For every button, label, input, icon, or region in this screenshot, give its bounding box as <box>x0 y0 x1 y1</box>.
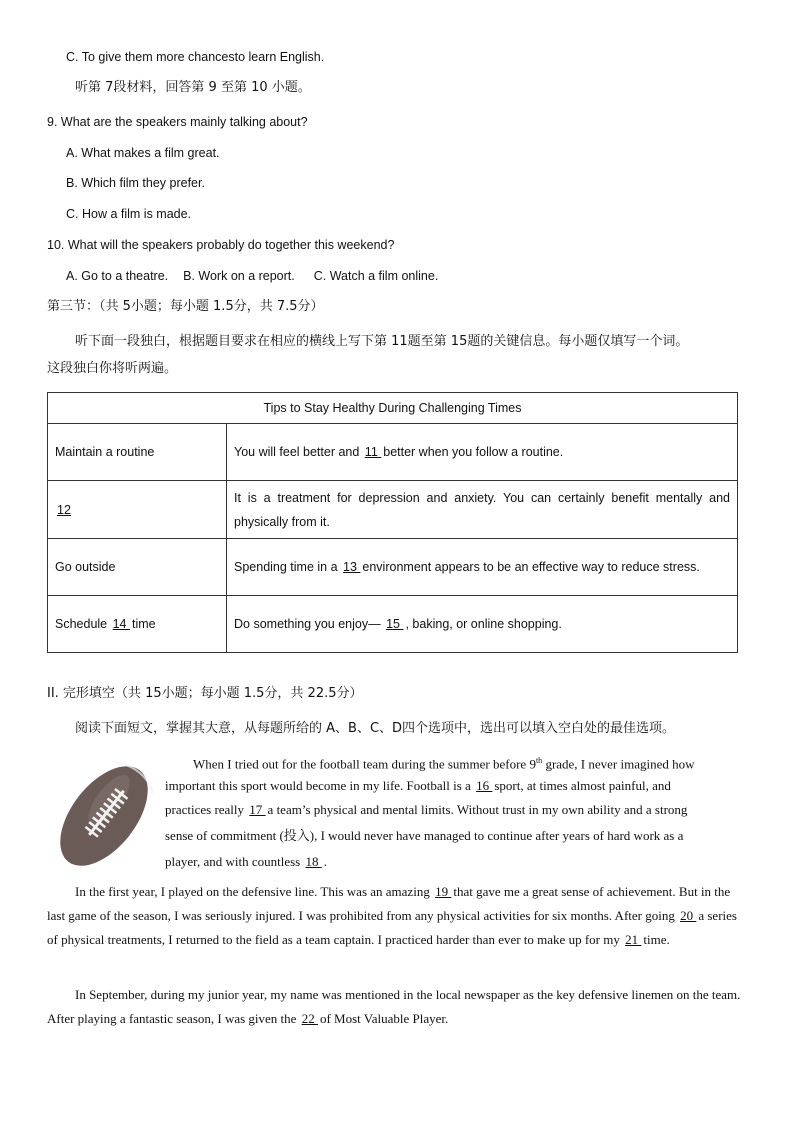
football-image <box>54 760 154 872</box>
part2-heading: II. 完形填空（共 15小题；每小题 1.5分，共 22.5分） <box>47 686 363 701</box>
q10-option-a: A. Go to a theatre. <box>66 269 169 283</box>
table-row <box>48 596 738 653</box>
table-title: Tips to Stay Healthy During Challenging Times <box>48 393 738 424</box>
blank-14[interactable]: 14 <box>112 617 130 631</box>
p1-line3: practices really 17 a team’s physical and mental limits. Without trust in my own ability and a strong <box>165 802 688 817</box>
section3-heading: 第三节：（共 5小题；每小题 1.5分，共 7.5分） <box>47 299 324 314</box>
blank-13[interactable]: 13 <box>343 560 361 574</box>
row1-left: Maintain a routine <box>48 424 227 481</box>
blank-21[interactable]: 21 <box>625 932 642 947</box>
table-row <box>48 424 738 481</box>
blank-16[interactable]: 16 <box>476 778 493 793</box>
blank-20[interactable]: 20 <box>680 908 697 923</box>
section3-instructions-line1: 听下面一段独白，根据题目要求在相应的横线上写下第 11题至第 15题的关键信息。每小题仅填写一个词。 <box>75 334 689 349</box>
q10-option-c: C. Watch a film online. <box>313 269 439 283</box>
row4-right: Do something you enjoy— 15 , baking, or online shopping. <box>227 596 738 653</box>
row3-right: Spending time in a 13 environment appears to be an effective way to reduce stress. <box>227 539 738 596</box>
blank-18[interactable]: 18 <box>305 854 322 869</box>
p1-line1: When I tried out for the football team during the summer before 9th grade, I never imagined how <box>193 756 695 772</box>
q9-option-b: B. Which film they prefer. <box>66 176 205 190</box>
section3-instructions-line2: 这段独白你将听两遍。 <box>47 361 178 376</box>
q10-question: 10. What will the speakers probably do together this weekend? <box>47 238 395 252</box>
blank-12[interactable]: 12 <box>57 502 71 517</box>
p1-line2: important this sport would become in my life. Football is a 16 sport, at times almost painful, and <box>165 778 671 793</box>
row3-left: Go outside <box>48 539 227 596</box>
section-7-intro: 听第 7段材料，回答第 9 至第 10 小题。 <box>75 80 311 95</box>
p3-paragraph: In September, during my junior year, my name was mentioned in the local newspaper as the key defensive linemen on the team. After playing a fantastic season, I was given the 22 of Most Valuable Player. <box>47 987 741 1026</box>
blank-19[interactable]: 19 <box>435 884 452 899</box>
row1-right: You will feel better and 11 better when you follow a routine. <box>227 424 738 481</box>
p1-line5: player, and with countless 18 . <box>165 854 327 869</box>
table-row <box>48 539 738 596</box>
q9-option-c: C. How a film is made. <box>66 207 192 221</box>
q9-option-a: A. What makes a film great. <box>66 146 220 160</box>
q10-options <box>66 267 438 285</box>
q8-option-c: C. To give them more chancesto learn English. <box>66 50 325 64</box>
blank-11[interactable]: 11 <box>364 445 382 459</box>
table-row <box>48 481 738 539</box>
part2-instructions: 阅读下面短文，掌握其大意，从每题所给的 A、B、C、D四个选项中，选出可以填入空白处的最佳选项。 <box>75 721 676 736</box>
blank-22[interactable]: 22 <box>301 1011 318 1026</box>
row2-left <box>48 481 227 539</box>
row4-left: Schedule 14 time <box>48 596 227 653</box>
blank-17[interactable]: 17 <box>249 802 266 817</box>
tips-table <box>47 392 738 653</box>
p2-paragraph: In the first year, I played on the defensive line. This was an amazing 19 that gave me a great sense of achievement. But in the last game of the season, I was seriously injured. I was prohibited from any physical activities for six months. After going 20 a series of physical treatments, I returned to the field as a team captain. I practiced harder than ever to make up for my 21 time. <box>47 884 737 947</box>
p1-line4: sense of commitment (投入), I would never have managed to continue after years of hard work as a <box>165 828 684 843</box>
q10-option-b: B. Work on a report. <box>183 269 295 283</box>
q9-question: 9. What are the speakers mainly talking about? <box>47 115 308 129</box>
blank-15[interactable]: 15 <box>386 617 404 631</box>
row2-right: It is a treatment for depression and anxiety. You can certainly benefit mentally and physically from it. <box>227 481 738 539</box>
